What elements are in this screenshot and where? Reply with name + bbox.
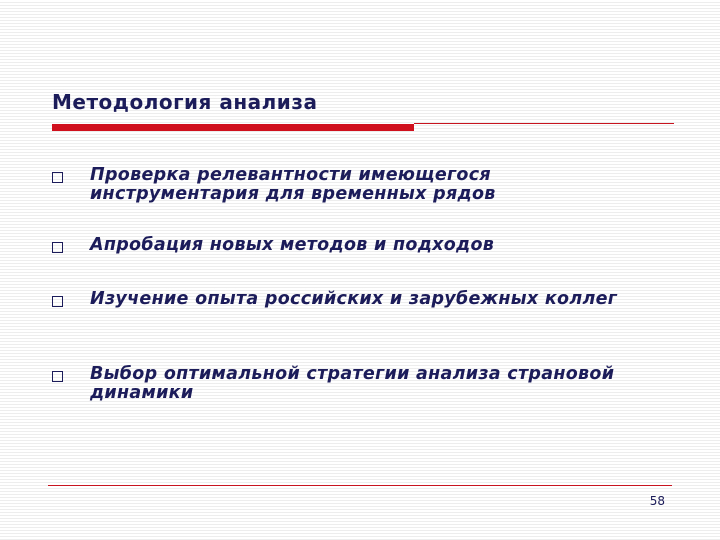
bullet-text: Выбор оптимальной стратегии анализа страновой динамики <box>90 364 615 403</box>
hollow-square-icon <box>52 242 63 253</box>
footer-rule <box>48 485 672 486</box>
slide-title: Методология анализа <box>52 90 318 114</box>
bullet-text: Изучение опыта российских и зарубежных коллег <box>90 289 618 309</box>
page-number: 58 <box>649 494 665 508</box>
title-underline-rule <box>414 123 674 124</box>
hollow-square-icon <box>52 172 63 183</box>
title-underline-accent <box>52 124 414 131</box>
hollow-square-icon <box>52 296 63 307</box>
bullet-text: Апробация новых методов и подходов <box>90 235 495 255</box>
bullet-text: Проверка релевантности имеющегося инструментария для временных рядов <box>90 165 496 204</box>
hollow-square-icon <box>52 371 63 382</box>
